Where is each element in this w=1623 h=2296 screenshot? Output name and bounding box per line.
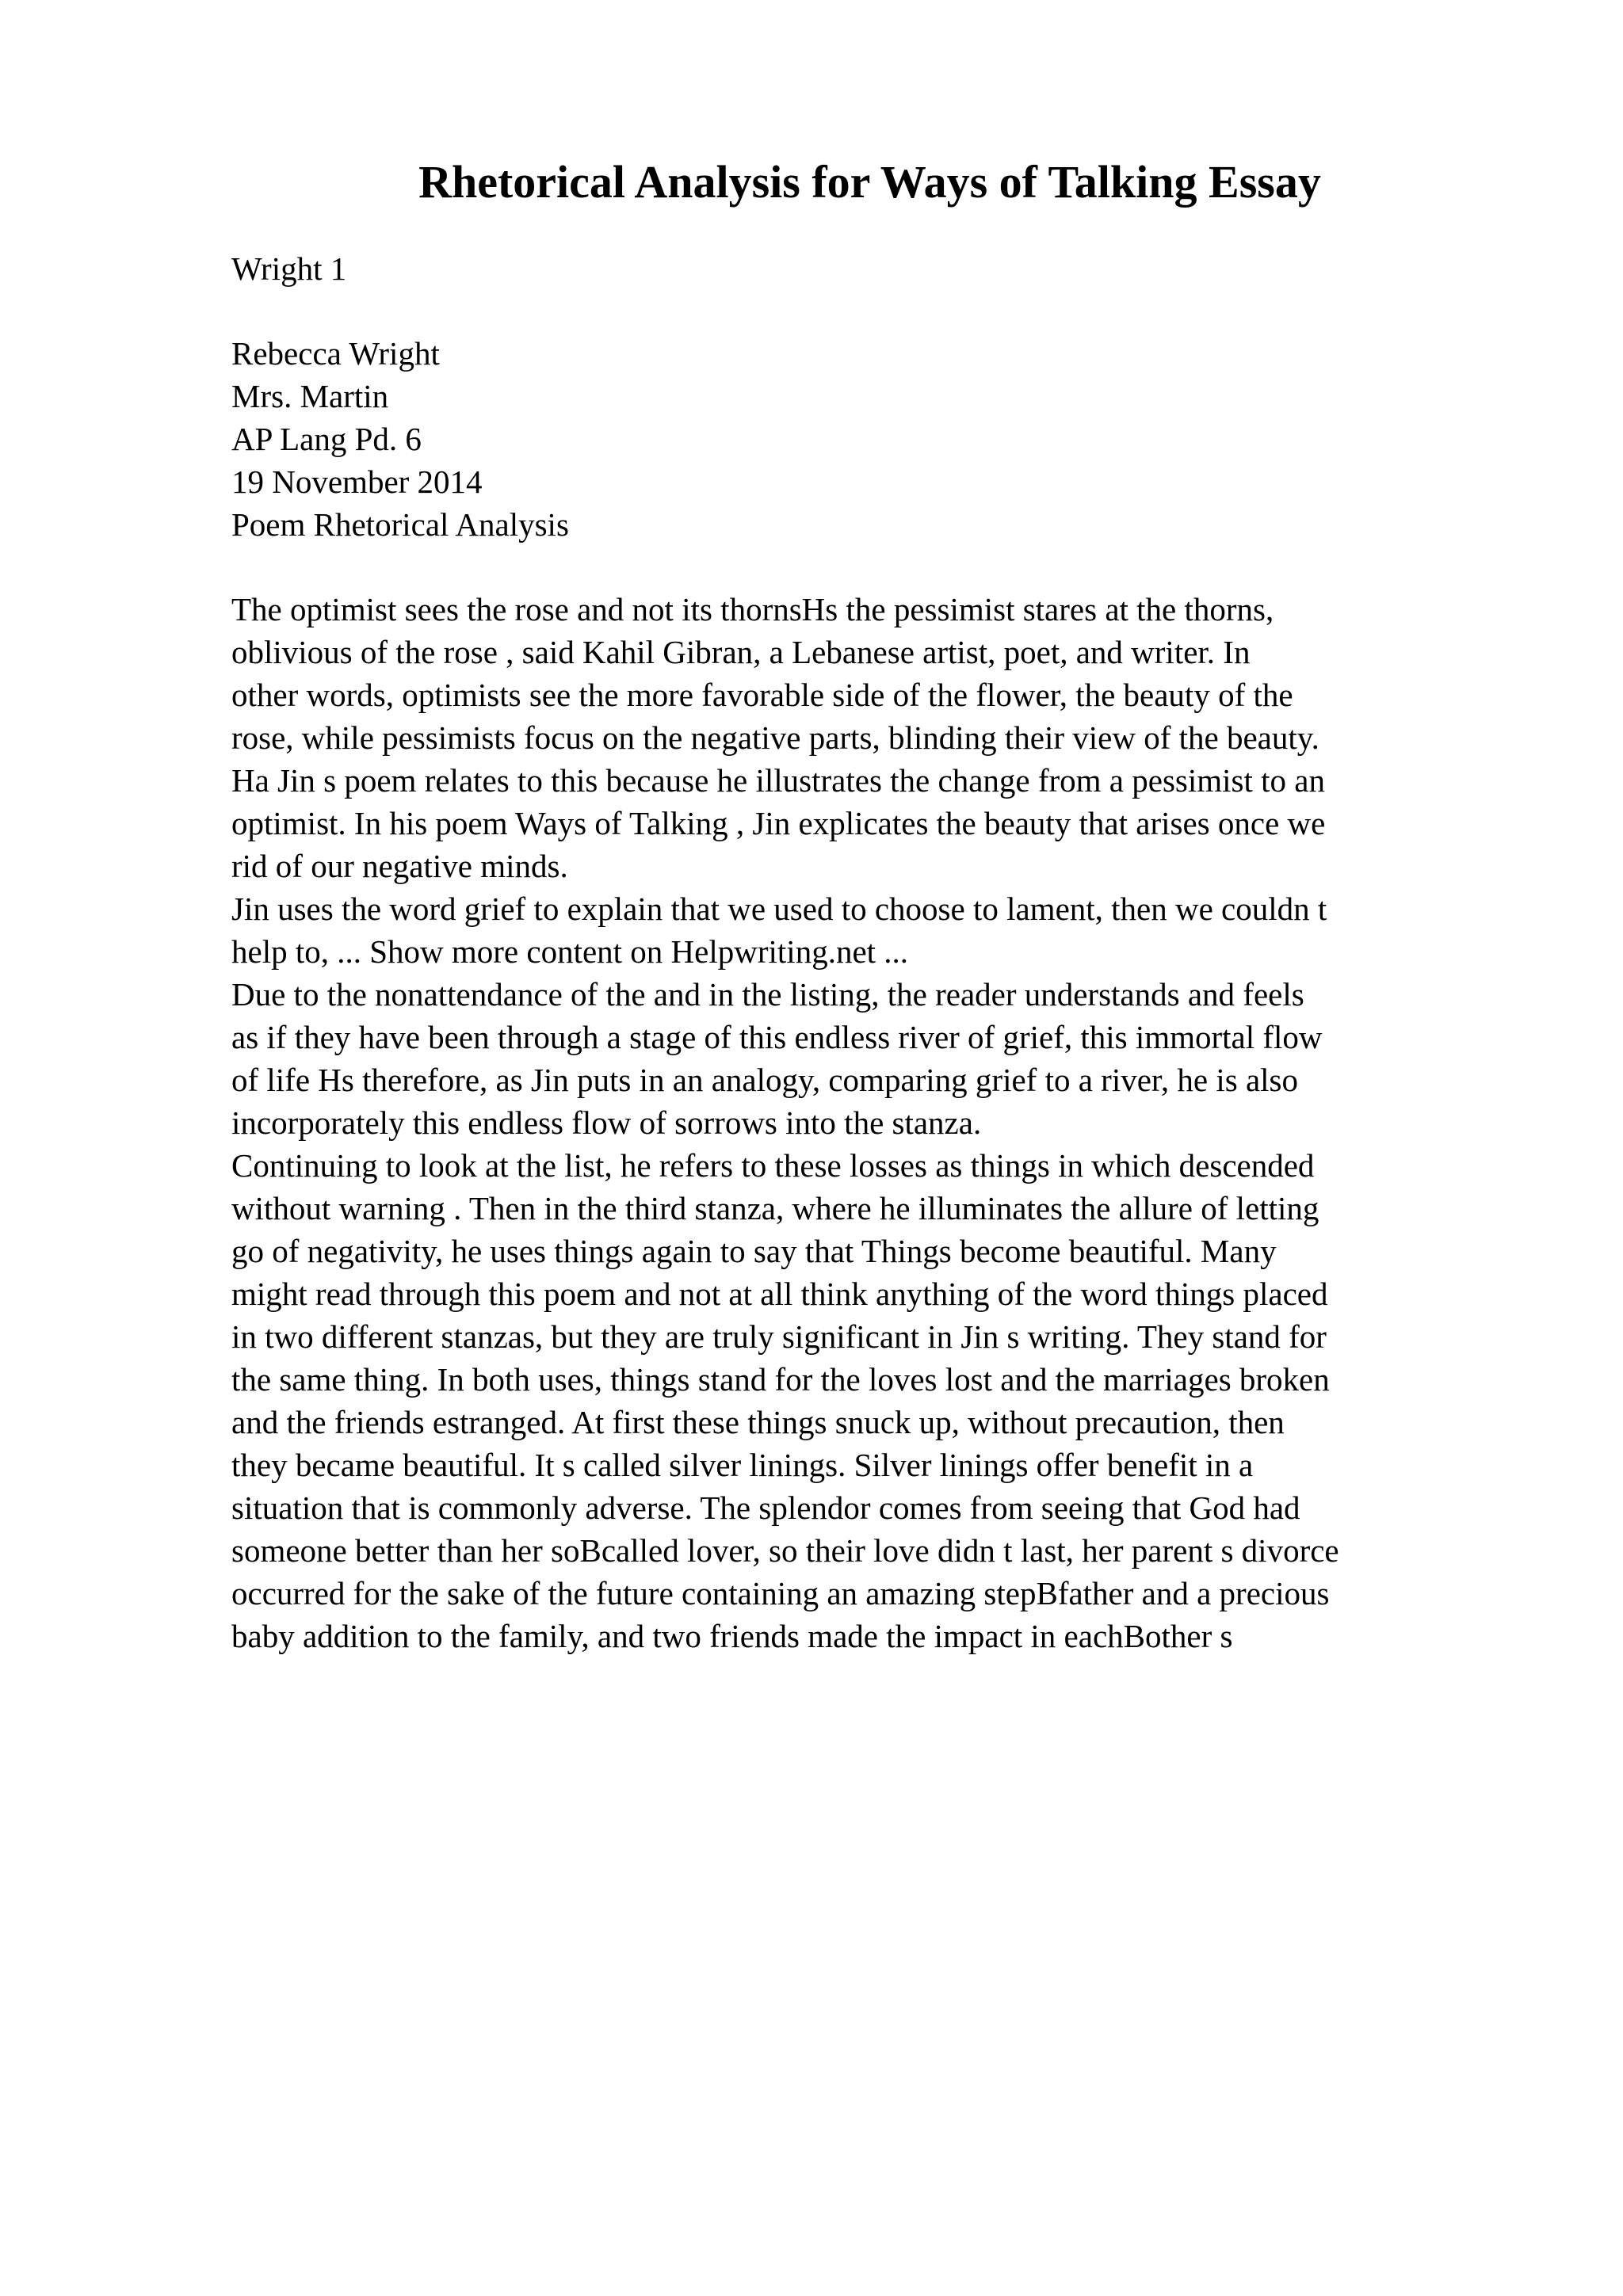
body-line: incorporately this endless flow of sorrows into the stanza. bbox=[231, 1104, 982, 1141]
body-line: of life Hs therefore, as Jin puts in an analogy, comparing grief to a river, he is also bbox=[231, 1062, 1299, 1098]
body-line: and the friends estranged. At first these things snuck up, without precaution, then bbox=[231, 1404, 1285, 1440]
body-line: situation that is commonly adverse. The splendor comes from seeing that God had bbox=[231, 1489, 1300, 1526]
mla-heading bbox=[231, 332, 569, 546]
assignment-title: Poem Rhetorical Analysis bbox=[231, 506, 569, 543]
author-name: Rebecca Wright bbox=[231, 335, 440, 372]
body-line: they became beautiful. It s called silver linings. Silver linings offer benefit in a bbox=[231, 1447, 1254, 1483]
body-line: rid of our negative minds. bbox=[231, 848, 568, 884]
body-line: someone better than her soBcalled lover, so their love didn t last, her parent s divorce bbox=[231, 1532, 1339, 1569]
body-line: Jin uses the word grief to explain that we used to choose to lament, then we couldn t bbox=[231, 891, 1327, 927]
body-line: The optimist sees the rose and not its thornsHs the pessimist stares at the thorns, bbox=[231, 591, 1274, 627]
class-period: AP Lang Pd. 6 bbox=[231, 421, 422, 457]
teacher-name: Mrs. Martin bbox=[231, 378, 389, 414]
body-line: other words, optimists see the more favorable side of the flower, the beauty of the bbox=[231, 677, 1293, 713]
body-line: oblivious of the rose , said Kahil Gibran, a Lebanese artist, poet, and writer. In bbox=[231, 634, 1251, 670]
body-line: Due to the nonattendance of the and in the listing, the reader understands and feels bbox=[231, 976, 1304, 1013]
body-line: rose, while pessimists focus on the negative parts, blinding their view of the beauty. bbox=[231, 719, 1319, 756]
body-line: Continuing to look at the list, he refers to these losses as things in which descended bbox=[231, 1147, 1315, 1184]
date-line: 19 November 2014 bbox=[231, 463, 483, 500]
body-line: go of negativity, he uses things again to say that Things become beautiful. Many bbox=[231, 1233, 1277, 1269]
body-line: in two different stanzas, but they are truly significant in Jin s writing. They stand for bbox=[231, 1318, 1327, 1355]
body-line: Ha Jin s poem relates to this because he illustrates the change from a pessimist to an bbox=[231, 762, 1325, 799]
running-header: Wright 1 bbox=[231, 250, 347, 287]
body-line: might read through this poem and not at all think anything of the word things placed bbox=[231, 1276, 1328, 1312]
body-line: without warning . Then in the third stanza, where he illuminates the allure of letting bbox=[231, 1190, 1319, 1226]
body-line: optimist. In his poem Ways of Talking , Jin explicates the beauty that arises once we bbox=[231, 805, 1326, 841]
essay-body bbox=[231, 588, 1515, 1657]
body-line: help to, ... Show more content on Helpwriting.net ... bbox=[231, 933, 909, 970]
body-line: baby addition to the family, and two friends made the impact in eachBother s bbox=[231, 1618, 1233, 1654]
document-title: Rhetorical Analysis for Ways of Talking Essay bbox=[418, 156, 1321, 208]
body-line: as if they have been through a stage of this endless river of grief, this immortal flow bbox=[231, 1019, 1323, 1055]
body-line: occurred for the sake of the future containing an amazing stepBfather and a precious bbox=[231, 1575, 1330, 1611]
body-line: the same thing. In both uses, things stand for the loves lost and the marriages broken bbox=[231, 1361, 1330, 1398]
